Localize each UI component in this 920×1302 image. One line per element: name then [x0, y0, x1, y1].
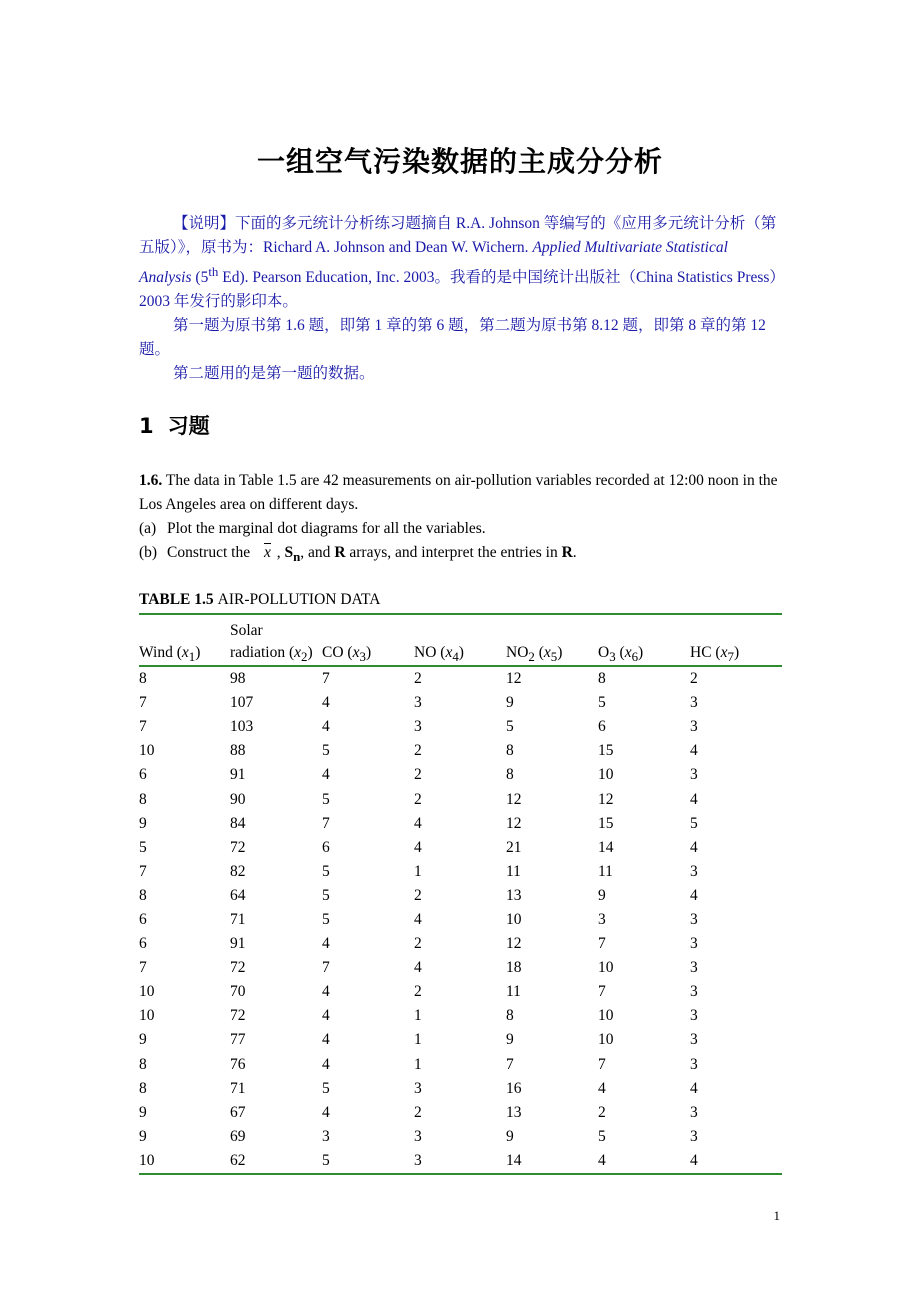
table-cell: 21: [506, 838, 522, 856]
table-cell: 12: [506, 814, 522, 832]
table-cell: 5: [598, 694, 606, 712]
table-cell: 2: [690, 670, 698, 688]
page-title: 一组空气污染数据的主成分分析: [256, 145, 663, 178]
table-cell: 8: [506, 766, 514, 784]
table-cell: 72: [230, 838, 246, 856]
table-cell: 3: [414, 1127, 422, 1145]
table-cell: 5: [322, 1149, 414, 1174]
table-cell: 7: [139, 694, 147, 712]
problem-statement: 1.6. The data in Table 1.5 are 42 measurements on air-pollution variables recorded at 12:00 noon in the Los Angeles area on different days.: [139, 472, 778, 513]
table-cell: 10: [598, 766, 614, 784]
table-cell: 8: [139, 670, 147, 688]
table-cell: 15: [598, 742, 614, 760]
table-cell: 4: [414, 959, 422, 977]
table-cell: 5: [322, 910, 330, 928]
header-no2: $NO_2$ $(x_5)$: [506, 640, 598, 666]
table-header-row: [139, 640, 782, 666]
table-cell: 2: [414, 766, 422, 784]
table-cell: 84: [230, 814, 246, 832]
table-cell: 4: [690, 838, 698, 856]
table-row: [139, 763, 782, 787]
table-cell: 82: [230, 862, 246, 880]
table-cell: 4: [322, 1031, 330, 1049]
table-cell: 8: [598, 670, 606, 688]
book-title: Applied Multivariate Statistical Analysis: [139, 239, 728, 287]
table-cell: 1: [414, 862, 422, 880]
note-block: [139, 212, 782, 386]
table-row: [139, 860, 782, 884]
table-cell: 8: [139, 1055, 147, 1073]
table-cell: 4: [322, 983, 330, 1001]
table-cell: 4: [322, 1007, 330, 1025]
table-cell: 8: [506, 742, 514, 760]
x-bar-symbol: x: [264, 541, 271, 565]
table-cell: 5: [322, 862, 330, 880]
table-body: [139, 666, 782, 1174]
header-hc: HC $(x_7)$: [690, 640, 782, 666]
table-caption: TABLE 1.5 AIR-POLLUTION DATA: [139, 591, 381, 608]
problem-part-a: (a) Plot the marginal dot diagrams for all the variables.: [139, 520, 486, 537]
table-cell: 4: [414, 814, 422, 832]
table-row: [139, 691, 782, 715]
table-row: [139, 1149, 782, 1174]
table-row: [139, 908, 782, 932]
table-cell: 12: [598, 790, 614, 808]
table-cell: 10: [139, 742, 155, 760]
table-cell: 6: [598, 718, 606, 736]
table-cell: 9: [139, 1127, 147, 1145]
table-cell: 3: [414, 694, 422, 712]
table-cell: 10: [139, 983, 155, 1001]
table-cell: 103: [230, 718, 254, 736]
table-cell: 7: [322, 670, 330, 688]
table-cell: 1: [414, 1055, 422, 1073]
table-header-row-top: [139, 614, 782, 640]
table-cell: 71: [230, 1079, 246, 1097]
table-cell: 64: [230, 886, 246, 904]
table-row: [139, 1028, 782, 1052]
table-row: [139, 715, 782, 739]
table-cell: 3: [690, 1031, 698, 1049]
table-cell: 4: [598, 1079, 606, 1097]
page-number: 1: [773, 1208, 780, 1223]
table-cell: 14: [506, 1149, 598, 1174]
table-row: [139, 812, 782, 836]
table-cell: 4: [322, 1055, 330, 1073]
table-cell: 69: [230, 1127, 246, 1145]
table-cell: 5: [322, 790, 330, 808]
table-row: [139, 666, 782, 691]
table-cell: 9: [506, 1127, 514, 1145]
table-cell: 12: [506, 935, 522, 953]
table-cell: 7: [598, 1055, 606, 1073]
table-cell: 2: [414, 670, 422, 688]
table-cell: 10: [506, 910, 522, 928]
note-paragraph-3: 第二题用的是第一题的数据。: [173, 365, 375, 383]
table-cell: 3: [690, 959, 698, 977]
table-cell: 3: [414, 1079, 422, 1097]
table-cell: 71: [230, 910, 246, 928]
table-row: [139, 956, 782, 980]
header-no: NO $(x_4)$: [414, 640, 506, 666]
table-cell: 8: [139, 1079, 147, 1097]
table-cell: 91: [230, 935, 246, 953]
table-cell: 9: [139, 1103, 147, 1121]
table-row: [139, 1004, 782, 1028]
table-cell: 6: [139, 910, 147, 928]
table-cell: 8: [139, 886, 147, 904]
table-cell: 8: [139, 790, 147, 808]
table-cell: 5: [322, 742, 330, 760]
table-cell: 10: [598, 1031, 614, 1049]
table-row: [139, 1101, 782, 1125]
table-cell: 12: [506, 790, 522, 808]
table-cell: 9: [139, 814, 147, 832]
table-cell: 7: [506, 1055, 514, 1073]
table-cell: 5: [322, 1079, 330, 1097]
table-cell: 4: [690, 886, 698, 904]
table-cell: 3: [598, 910, 606, 928]
table-cell: 13: [506, 886, 522, 904]
table-row: [139, 980, 782, 1004]
table-cell: 3: [690, 862, 698, 880]
table-cell: 4: [414, 910, 422, 928]
note-paragraph-1: 【说明】下面的多元统计分析练习题摘自 R.A. Johnson 等编写的《应用多元统计分析（第五版）》，原书为：Richard A. Johnson and Dean W. Wichern. Applied Multivariate Statistical Analysis (5th Ed). Pearson Education, Inc. 2003。我看的是中国统计出版社（China Statistics Press）2003 年发行的影印本。: [139, 215, 778, 311]
table-cell: 13: [506, 1103, 522, 1121]
table-cell: 76: [230, 1055, 246, 1073]
table-cell: 62: [230, 1149, 322, 1174]
table-cell: 1: [414, 1031, 422, 1049]
table-cell: 67: [230, 1103, 246, 1121]
table-row: [139, 739, 782, 763]
table-row: [139, 787, 782, 811]
table-cell: 7: [139, 959, 147, 977]
table-cell: 9: [598, 886, 606, 904]
table-cell: 3: [690, 766, 698, 784]
table-cell: 3: [690, 935, 698, 953]
table-cell: 4: [598, 1149, 690, 1174]
table-cell: 7: [139, 862, 147, 880]
note-paragraph-2: 第一题为原书第 1.6 题，即第 1 章的第 6 题，第二题为原书第 8.12 题，即第 8 章的第 12 题。: [139, 317, 766, 359]
table-cell: 5: [139, 838, 147, 856]
table-cell: 16: [506, 1079, 522, 1097]
table-cell: 2: [414, 742, 422, 760]
table-cell: 4: [322, 694, 330, 712]
table-cell: 3: [690, 910, 698, 928]
table-cell: 6: [322, 838, 330, 856]
table-cell: 6: [139, 766, 147, 784]
air-pollution-table: [139, 613, 782, 1175]
table-row: [139, 1053, 782, 1077]
table-cell: 70: [230, 983, 246, 1001]
table-cell: 7: [139, 718, 147, 736]
table-cell: 7: [322, 959, 330, 977]
table-cell: 2: [598, 1103, 606, 1121]
table-cell: 5: [598, 1127, 606, 1145]
table-cell: 9: [506, 1031, 514, 1049]
table-cell: 5: [690, 814, 698, 832]
table-cell: 12: [506, 670, 522, 688]
table-cell: 2: [414, 983, 422, 1001]
table-cell: 2: [414, 886, 422, 904]
table-cell: 2: [414, 935, 422, 953]
table-cell: 3: [414, 1149, 506, 1174]
table-row: [139, 932, 782, 956]
header-radiation: radiation $(x_2)$: [230, 640, 322, 666]
problem-1-6: [139, 469, 782, 569]
table-row: [139, 884, 782, 908]
table-cell: 4: [690, 742, 698, 760]
table-cell: 3: [690, 694, 698, 712]
table-cell: 4: [322, 935, 330, 953]
table-cell: 11: [506, 862, 521, 880]
table-cell: 11: [506, 983, 521, 1001]
table-cell: 14: [598, 838, 614, 856]
table-cell: 9: [139, 1031, 147, 1049]
table-cell: 3: [690, 1007, 698, 1025]
table-cell: 72: [230, 959, 246, 977]
table-cell: 8: [506, 1007, 514, 1025]
table-cell: 5: [506, 718, 514, 736]
table-cell: 4: [322, 718, 330, 736]
table-cell: 2: [414, 790, 422, 808]
table-cell: 77: [230, 1031, 246, 1049]
table-cell: 4: [414, 838, 422, 856]
table-cell: 2: [414, 1103, 422, 1121]
table-cell: 10: [598, 959, 614, 977]
table-cell: 7: [598, 935, 606, 953]
table-cell: 3: [322, 1127, 330, 1145]
table-cell: 10: [139, 1149, 230, 1174]
problem-number: 1.6.: [139, 472, 163, 489]
table-cell: 15: [598, 814, 614, 832]
table-cell: 4: [690, 790, 698, 808]
table-cell: 10: [139, 1007, 155, 1025]
header-o3: $O_3$ $(x_6)$: [598, 640, 690, 666]
table-cell: 11: [598, 862, 613, 880]
table-cell: 1: [414, 1007, 422, 1025]
section-heading: [139, 410, 210, 440]
table-cell: 4: [322, 766, 330, 784]
table-cell: 6: [139, 935, 147, 953]
table-row: [139, 1125, 782, 1149]
table-row: [139, 1077, 782, 1101]
table-cell: 3: [690, 718, 698, 736]
table-cell: 7: [598, 983, 606, 1001]
table-cell: 3: [690, 1103, 698, 1121]
table-cell: 98: [230, 670, 246, 688]
header-solar: Solar: [230, 614, 322, 640]
table-cell: 3: [414, 718, 422, 736]
table-cell: 91: [230, 766, 246, 784]
table-cell: 107: [230, 694, 254, 712]
section-number: 1: [139, 414, 154, 438]
table-row: [139, 836, 782, 860]
table-cell: 90: [230, 790, 246, 808]
table-cell: 3: [690, 1055, 698, 1073]
table-cell: 4: [322, 1103, 330, 1121]
table-cell: 7: [322, 814, 330, 832]
table-cell: 5: [322, 886, 330, 904]
problem-part-b: (b) Construct the x , $S_n$, and R arrays, and interpret the entries in R.: [139, 541, 782, 569]
table-cell: 4: [690, 1149, 782, 1174]
table-cell: 3: [690, 1127, 698, 1145]
table-cell: 3: [690, 983, 698, 1001]
table-cell: 9: [506, 694, 514, 712]
table-cell: 72: [230, 1007, 246, 1025]
table-cell: 88: [230, 742, 246, 760]
header-co: CO $(x_3)$: [322, 640, 414, 666]
header-wind: Wind $(x_1)$: [139, 640, 230, 666]
section-title: 习题: [167, 414, 210, 438]
table-cell: 10: [598, 1007, 614, 1025]
table-cell: 4: [690, 1079, 698, 1097]
table-cell: 18: [506, 959, 522, 977]
